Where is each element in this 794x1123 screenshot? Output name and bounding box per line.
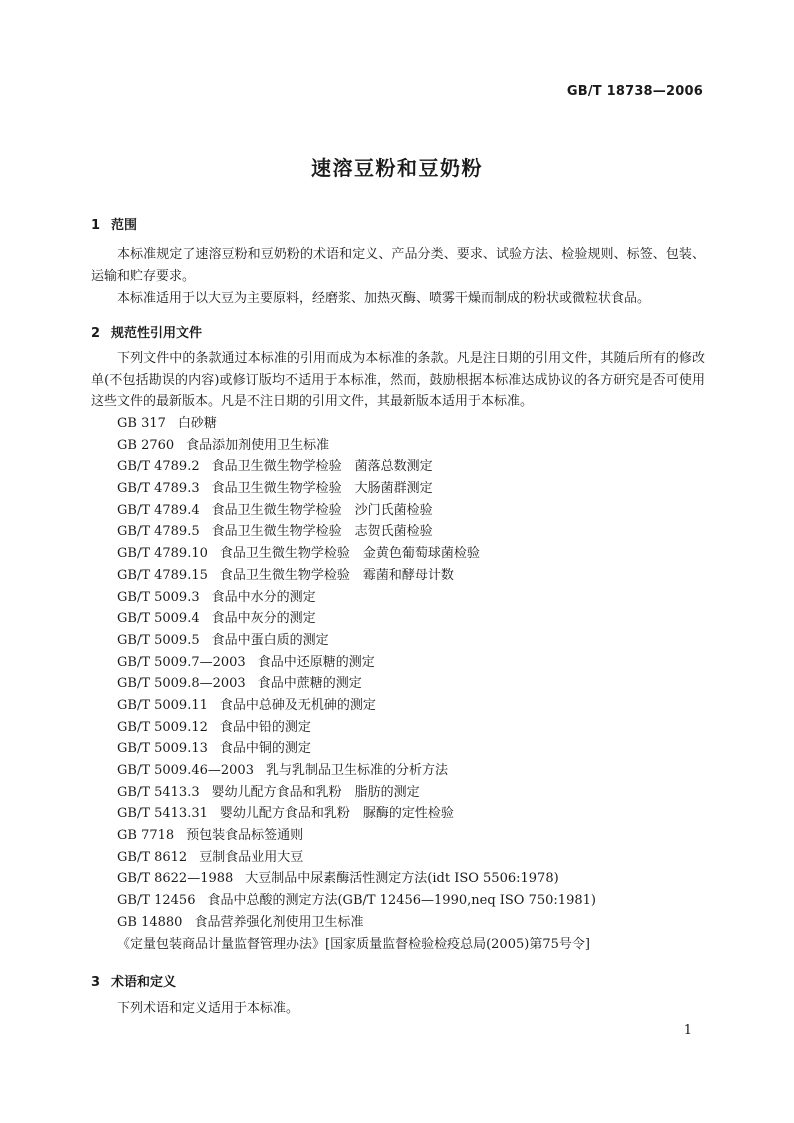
reference-title: 婴幼儿配方食品和乳粉 脂肪的测定 bbox=[211, 784, 420, 800]
reference-code: GB 317 bbox=[117, 416, 166, 431]
reference-title: 食品营养强化剂使用卫生标准 bbox=[194, 914, 364, 930]
reference-title: 食品卫生微生物学检验 金黄色葡萄球菌检验 bbox=[219, 546, 480, 562]
section-number: 1 bbox=[91, 218, 101, 233]
reference-code: GB/T 5009.12 bbox=[117, 719, 208, 735]
document-title: 速溶豆粉和豆奶粉 bbox=[311, 156, 483, 180]
reference-item bbox=[117, 543, 596, 565]
reference-title: 食品中铜的测定 bbox=[219, 741, 311, 757]
reference-code: GB/T 8622—1988 bbox=[117, 871, 234, 887]
reference-code: GB/T 5009.3 bbox=[117, 589, 200, 605]
reference-code: GB/T 5413.31 bbox=[117, 806, 208, 822]
reference-code: GB/T 5009.11 bbox=[117, 697, 208, 713]
reference-title: 乳与乳制品卫生标准的分析方法 bbox=[265, 763, 448, 778]
reference-title: 食品卫生微生物学检验 霉菌和酵母计数 bbox=[219, 567, 454, 583]
reference-item bbox=[117, 695, 596, 717]
reference-title: 食品卫生微生物学检验 志贺氏菌检验 bbox=[211, 524, 433, 540]
normative-intro-paragraph: 下列文件中的条款通过本标准的引用而成为本标准的条款。凡是注日期的引用文件，其随后所有的修改单(不包括勘误的内容)或修订版均不适用于本标准，然而，鼓励根据本标准达成协议的各方研究是否可使用这些文件的最新版本。凡是不注日期的引用文件，其最新版本适用于本标准。 bbox=[91, 351, 705, 410]
section-number: 3 bbox=[91, 975, 101, 990]
reference-code: GB/T 8612 bbox=[117, 849, 188, 865]
reference-code: GB 2760 bbox=[117, 437, 175, 453]
reference-list bbox=[117, 413, 596, 955]
page-number: 1 bbox=[683, 1023, 692, 1038]
reference-item bbox=[117, 738, 596, 760]
reference-code: GB/T 4789.15 bbox=[117, 567, 208, 583]
reference-title: 婴幼儿配方食品和乳粉 脲酶的定性检验 bbox=[219, 806, 454, 822]
section-title: 范围 bbox=[111, 218, 138, 233]
reference-title: 食品卫生微生物学检验 沙门氏菌检验 bbox=[211, 502, 433, 518]
reference-title: 食品添加剂使用卫生标准 bbox=[186, 437, 330, 453]
reference-title: 豆制食品业用大豆 bbox=[199, 849, 304, 865]
reference-title: 食品中总砷及无机砷的测定 bbox=[219, 697, 376, 713]
reference-title: 食品中铅的测定 bbox=[219, 719, 311, 735]
reference-code: GB/T 5009.7—2003 bbox=[117, 654, 246, 670]
reference-item bbox=[117, 912, 596, 934]
reference-title: 预包装食品标签通则 bbox=[186, 828, 304, 844]
reference-code: GB/T 5009.46—2003 bbox=[117, 763, 254, 778]
reference-item bbox=[117, 868, 596, 890]
reference-item bbox=[117, 608, 596, 630]
section-2-heading bbox=[91, 322, 202, 341]
reference-item bbox=[117, 847, 596, 869]
reference-item bbox=[117, 760, 596, 782]
reference-title: [国家质量监督检验检疫总局(2005)第75号令] bbox=[325, 936, 590, 952]
reference-item bbox=[117, 934, 596, 956]
reference-item bbox=[117, 587, 596, 609]
reference-item bbox=[117, 500, 596, 522]
reference-item bbox=[117, 478, 596, 500]
reference-code: GB/T 5009.8—2003 bbox=[117, 676, 246, 692]
section-number: 2 bbox=[91, 326, 101, 341]
reference-item bbox=[117, 890, 596, 912]
reference-code: GB 14880 bbox=[117, 914, 183, 930]
reference-title: 食品中水分的测定 bbox=[211, 589, 316, 605]
reference-title: 食品中总酸的测定方法(GB/T 12456—1990,neq ISO 750:1981) bbox=[207, 893, 596, 909]
reference-title: 食品中蛋白质的测定 bbox=[211, 632, 329, 648]
scope-paragraph-1: 本标准规定了速溶豆粉和豆奶粉的术语和定义、产品分类、要求、试验方法、检验规则、标签、包装、运输和贮存要求。 bbox=[91, 247, 705, 284]
section-3-heading bbox=[91, 971, 176, 990]
reference-code: GB/T 5009.4 bbox=[117, 611, 200, 627]
standard-code: GB/T 18738—2006 bbox=[566, 84, 703, 99]
reference-item bbox=[117, 456, 596, 478]
reference-code: GB 7718 bbox=[117, 828, 175, 844]
reference-item bbox=[117, 413, 596, 435]
reference-title: 大豆制品中尿素酶活性测定方法(idt ISO 5506:1978) bbox=[245, 871, 559, 887]
reference-item bbox=[117, 782, 596, 804]
reference-code: 《定量包装商品计量监督管理办法》 bbox=[117, 936, 326, 952]
reference-item bbox=[117, 673, 596, 695]
reference-item bbox=[117, 803, 596, 825]
reference-item bbox=[117, 630, 596, 652]
terms-intro-paragraph: 下列术语和定义适用于本标准。 bbox=[117, 1001, 300, 1016]
reference-code: GB/T 12456 bbox=[117, 893, 196, 909]
section-title: 规范性引用文件 bbox=[111, 326, 203, 341]
reference-title: 食品卫生微生物学检验 大肠菌群测定 bbox=[211, 481, 433, 497]
reference-title: 食品中灰分的测定 bbox=[211, 611, 316, 627]
reference-title: 食品中蔗糖的测定 bbox=[257, 676, 362, 692]
reference-code: GB/T 4789.2 bbox=[117, 459, 200, 475]
reference-item bbox=[117, 825, 596, 847]
reference-item bbox=[117, 565, 596, 587]
reference-code: GB/T 5009.13 bbox=[117, 741, 208, 757]
reference-title: 食品中还原糖的测定 bbox=[257, 654, 375, 670]
reference-item bbox=[117, 521, 596, 543]
reference-item bbox=[117, 717, 596, 739]
reference-item bbox=[117, 652, 596, 674]
reference-code: GB/T 5413.3 bbox=[117, 784, 200, 800]
reference-item bbox=[117, 435, 596, 457]
reference-title: 白砂糖 bbox=[177, 416, 217, 431]
reference-code: GB/T 4789.3 bbox=[117, 481, 200, 497]
section-title: 术语和定义 bbox=[111, 975, 177, 990]
reference-code: GB/T 4789.4 bbox=[117, 502, 200, 518]
reference-code: GB/T 5009.5 bbox=[117, 632, 200, 648]
section-1-heading bbox=[91, 214, 137, 233]
scope-paragraph-2: 本标准适用于以大豆为主要原料，经磨浆、加热灭酶、喷雾干燥而制成的粉状或微粒状食品。 bbox=[117, 291, 651, 306]
reference-code: GB/T 4789.10 bbox=[117, 546, 208, 562]
reference-title: 食品卫生微生物学检验 菌落总数测定 bbox=[211, 459, 433, 475]
reference-code: GB/T 4789.5 bbox=[117, 524, 200, 540]
